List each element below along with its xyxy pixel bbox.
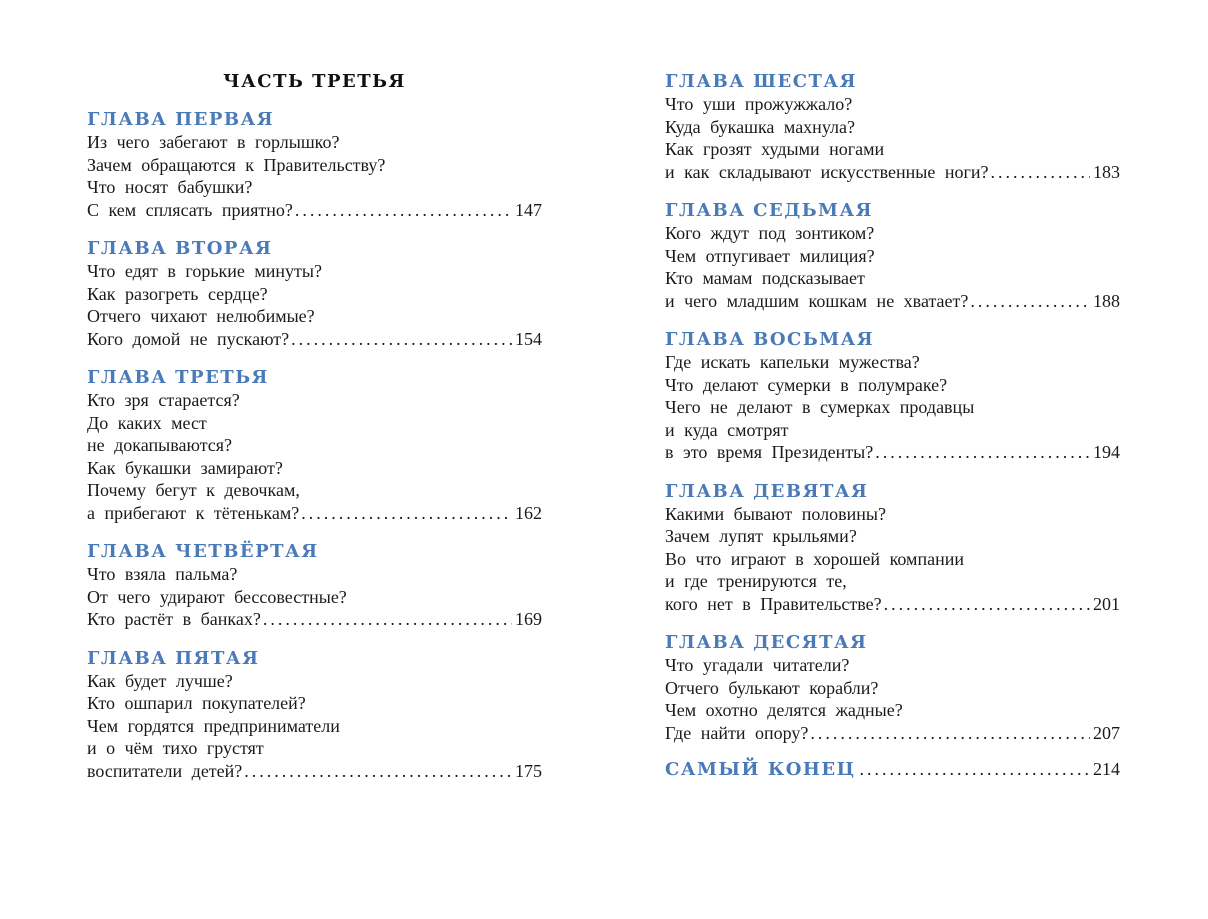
chapter-question-line: До каких мест: [87, 412, 207, 433]
toc-entry-line[interactable]: [87, 608, 542, 631]
page-number: 169: [515, 609, 542, 629]
chapter-question-line: Чего не делают в сумерках продавцы: [665, 397, 975, 417]
chapter-question-line: Зачем обращаются к Правительству?: [87, 154, 386, 175]
part-title: ЧАСТЬ ТРЕТЬЯ: [223, 71, 406, 92]
chapter-title: ГЛАВА ЧЕТВЁРТАЯ: [87, 541, 319, 562]
toc-entry-line[interactable]: [87, 760, 542, 783]
chapter-question-line: Как будет лучше?: [87, 670, 233, 691]
chapter-question-line: Как букашки замирают?: [87, 457, 283, 478]
page-number: 207: [1093, 722, 1120, 743]
chapter-question-line: и куда смотрят: [665, 419, 789, 440]
toc-chapter: [87, 237, 542, 350]
chapter-question-line: Где найти опору?: [665, 722, 809, 743]
toc-chapter: [87, 647, 542, 783]
chapter-title: ГЛАВА ТРЕТЬЯ: [87, 367, 269, 388]
chapter-question-line: Кто растёт в банках?: [87, 609, 261, 629]
toc-chapter: [665, 631, 1120, 744]
chapter-question-line: От чего удирают бессовестные?: [87, 586, 347, 607]
chapter-question-line: Как разогреть сердце?: [87, 283, 268, 304]
dot-leader: [291, 328, 512, 351]
right-chapter-list: [665, 70, 1120, 781]
chapter-question-line: Кого домой не пускают?: [87, 328, 290, 349]
chapter-question-line: а прибегают к тётенькам?: [87, 502, 300, 523]
chapter-title: ГЛАВА ВТОРАЯ: [87, 238, 273, 259]
left-chapter-list: [87, 108, 542, 798]
chapter-question-line: в это время Президенты?: [665, 442, 874, 462]
chapter-question-line: воспитатели детей?: [87, 760, 243, 781]
toc-entry-line[interactable]: [87, 199, 542, 222]
dot-leader: [970, 290, 1090, 313]
page-number: 162: [515, 502, 542, 523]
chapter-question-line: и чего младшим кошкам не хватает?: [665, 290, 969, 311]
chapter-question-line: Отчего булькают корабли?: [665, 677, 879, 698]
chapter-title: ГЛАВА ПЕРВАЯ: [87, 109, 275, 130]
chapter-question-line: и о чём тихо грустят: [87, 738, 264, 758]
chapter-question-line: Куда букашка махнула?: [665, 116, 855, 137]
chapter-question-line: Что уши прожужжало?: [665, 94, 853, 114]
dot-leader: [810, 722, 1090, 745]
chapter-question-line: Что угадали читатели?: [665, 655, 850, 675]
dot-leader: [875, 441, 1090, 464]
toc-chapter: [87, 108, 542, 221]
chapter-question-line: не докапываются?: [87, 435, 233, 455]
dot-leader: [860, 759, 1091, 780]
chapter-question-line: Где искать капельки мужества?: [665, 352, 920, 372]
chapter-question-line: Отчего чихают нелюбимые?: [87, 306, 315, 326]
toc-entry-line[interactable]: [665, 441, 1120, 464]
dot-leader: [990, 161, 1090, 184]
chapter-question-line: Что носят бабушки?: [87, 177, 253, 197]
dot-leader: [301, 502, 512, 525]
chapter-question-line: Чем гордятся предприниматели: [87, 715, 340, 736]
toc-chapter: [665, 70, 1120, 183]
end-entry-title: САМЫЙ КОНЕЦ: [665, 759, 856, 780]
toc-chapter: [665, 328, 1120, 464]
dot-leader: [295, 199, 512, 222]
page-number: 175: [515, 760, 542, 781]
chapter-question-line: Кто мамам подсказывает: [665, 268, 865, 288]
toc-chapter: [665, 480, 1120, 616]
toc-entry-line[interactable]: [665, 290, 1120, 313]
chapter-question-line: и как складывают искусственные ноги?: [665, 161, 989, 182]
toc-entry-line[interactable]: [665, 161, 1120, 184]
chapter-question-line: Что взяла пальма?: [87, 564, 238, 584]
chapter-question-line: Что едят в горькие минуты?: [87, 261, 322, 281]
chapter-title: ГЛАВА ВОСЬМАЯ: [665, 329, 875, 350]
toc-entry-line[interactable]: [665, 593, 1120, 616]
chapter-question-line: Кто зря старается?: [87, 390, 240, 410]
toc-end-entry[interactable]: [665, 758, 1120, 781]
page-number: 147: [515, 199, 542, 220]
end-entry-page-number: 214: [1093, 759, 1120, 779]
chapter-question-line: и где тренируются те,: [665, 571, 847, 591]
chapter-question-line: С кем сплясать приятно?: [87, 199, 293, 220]
dot-leader: [884, 593, 1090, 616]
chapter-question-line: Из чего забегают в горлышко?: [87, 132, 340, 152]
chapter-question-line: Во что играют в хорошей компании: [665, 548, 964, 569]
chapter-question-line: Кто ошпарил покупателей?: [87, 693, 306, 713]
chapter-title: ГЛАВА ШЕСТАЯ: [665, 71, 857, 92]
chapter-title: ГЛАВА ДЕВЯТАЯ: [665, 480, 869, 502]
dot-leader: [263, 608, 512, 631]
chapter-question-line: Какими бывают половины?: [665, 503, 886, 524]
chapter-question-line: Чем отпугивает милиция?: [665, 245, 875, 266]
chapter-question-line: Зачем лупят крыльями?: [665, 526, 857, 546]
toc-entry-line[interactable]: [665, 722, 1120, 745]
chapter-question-line: Что делают сумерки в полумраке?: [665, 374, 948, 395]
page-number: 183: [1093, 161, 1120, 182]
page-number: 188: [1093, 290, 1120, 311]
toc-entry-line[interactable]: [87, 328, 542, 351]
chapter-title: ГЛАВА ПЯТАЯ: [87, 647, 260, 669]
toc-chapter: [87, 540, 542, 631]
chapter-question-line: Кого ждут под зонтиком?: [665, 223, 875, 243]
chapter-title: ГЛАВА ДЕСЯТАЯ: [665, 632, 868, 653]
dot-leader: [244, 760, 512, 783]
chapter-question-line: кого нет в Правительстве?: [665, 593, 882, 614]
chapter-question-line: Чем охотно делятся жадные?: [665, 700, 903, 720]
toc-chapter: [665, 199, 1120, 312]
chapter-question-line: Как грозят худыми ногами: [665, 139, 885, 159]
toc-entry-line[interactable]: [87, 502, 542, 525]
page-number: 154: [515, 328, 542, 349]
toc-chapter: [87, 366, 542, 524]
page-number: 201: [1093, 593, 1120, 614]
chapter-title: ГЛАВА СЕДЬМАЯ: [665, 200, 874, 221]
page-number: 194: [1093, 442, 1120, 462]
chapter-question-line: Почему бегут к девочкам,: [87, 480, 300, 500]
